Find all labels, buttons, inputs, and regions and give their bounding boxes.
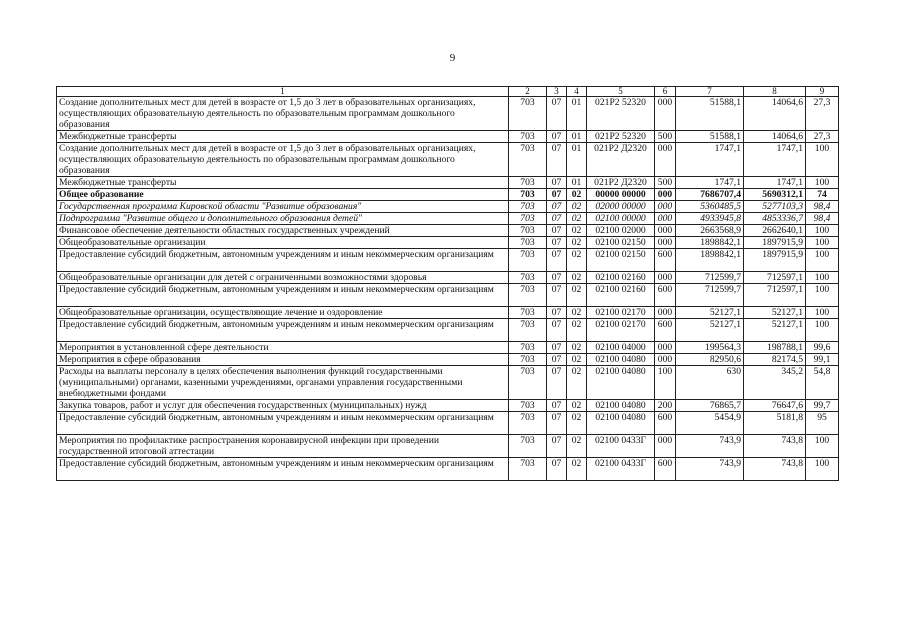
- row-percent-cell: 100: [806, 177, 839, 189]
- row-name-cell: Мероприятия в сфере образования: [57, 354, 509, 366]
- row-actual-cell: 14064,6: [744, 131, 806, 143]
- row-name-cell: Расходы на выплаты персоналу в целях обеспечения выполнения функций государственными (муниципальными) органами, казенными учреждениями, органами управления государственными внебюджетными фондами: [57, 366, 509, 400]
- row-percent-cell: 100: [806, 319, 839, 342]
- row-code-cell: 703: [509, 366, 547, 400]
- row-code-cell: 703: [509, 189, 547, 201]
- row-percent-cell: 54,8: [806, 366, 839, 400]
- row-section-cell: 07: [547, 342, 567, 354]
- row-expense-type-cell: 600: [655, 249, 676, 272]
- table-row: [57, 225, 839, 237]
- row-section-cell: 07: [547, 189, 567, 201]
- row-subsection-cell: 02: [567, 249, 587, 272]
- row-code-cell: 703: [509, 177, 547, 189]
- row-actual-cell: 712597,1: [744, 272, 806, 284]
- row-percent-cell: 100: [806, 458, 839, 481]
- row-target-article-cell: 02100 02170: [587, 319, 655, 342]
- row-subsection-cell: 02: [567, 272, 587, 284]
- row-subsection-cell: 02: [567, 237, 587, 249]
- row-expense-type-cell: 500: [655, 177, 676, 189]
- row-code-cell: 703: [509, 319, 547, 342]
- row-code-cell: 703: [509, 342, 547, 354]
- row-section-cell: 07: [547, 97, 567, 131]
- row-section-cell: 07: [547, 213, 567, 225]
- header-cell: 8: [744, 87, 806, 97]
- row-expense-type-cell: 000: [655, 307, 676, 319]
- row-expense-type-cell: 000: [655, 237, 676, 249]
- row-plan-cell: 743,9: [676, 435, 744, 458]
- row-subsection-cell: 01: [567, 143, 587, 177]
- budget-table: [56, 86, 839, 481]
- row-plan-cell: 52127,1: [676, 319, 744, 342]
- row-plan-cell: 4933945,8: [676, 213, 744, 225]
- row-subsection-cell: 02: [567, 412, 587, 435]
- header-cell: 5: [587, 87, 655, 97]
- row-expense-type-cell: 600: [655, 412, 676, 435]
- row-section-cell: 07: [547, 307, 567, 319]
- row-target-article-cell: 02100 04080: [587, 354, 655, 366]
- header-cell: 6: [655, 87, 676, 97]
- row-name-cell: Предоставление субсидий бюджетным, автономным учреждениям и иным некоммерческим организациям: [57, 284, 509, 307]
- row-target-article-cell: 02000 00000: [587, 201, 655, 213]
- row-target-article-cell: 00000 00000: [587, 189, 655, 201]
- row-actual-cell: 1897915,9: [744, 237, 806, 249]
- row-target-article-cell: 02100 02170: [587, 307, 655, 319]
- row-percent-cell: 95: [806, 412, 839, 435]
- row-plan-cell: 82950,6: [676, 354, 744, 366]
- row-target-article-cell: 02100 0433Г: [587, 435, 655, 458]
- row-actual-cell: 14064,6: [744, 97, 806, 131]
- table-row: [57, 400, 839, 412]
- row-actual-cell: 2662640,1: [744, 225, 806, 237]
- row-plan-cell: 1747,1: [676, 143, 744, 177]
- row-plan-cell: 1898842,1: [676, 237, 744, 249]
- row-name-cell: Создание дополнительных мест для детей в возрасте от 1,5 до 3 лет в образовательных организациях, осуществляющих образовательную деятельность по образовательным программам дошкольного образования: [57, 143, 509, 177]
- row-subsection-cell: 01: [567, 131, 587, 143]
- row-name-cell: Подпрограмма "Развитие общего и дополнительного образования детей": [57, 213, 509, 225]
- row-section-cell: 07: [547, 354, 567, 366]
- row-actual-cell: 5277103,3: [744, 201, 806, 213]
- row-percent-cell: 100: [806, 143, 839, 177]
- row-code-cell: 703: [509, 249, 547, 272]
- row-code-cell: 703: [509, 97, 547, 131]
- row-target-article-cell: 02100 04080: [587, 400, 655, 412]
- row-plan-cell: 52127,1: [676, 307, 744, 319]
- table-row: [57, 201, 839, 213]
- row-actual-cell: 743,8: [744, 458, 806, 481]
- row-target-article-cell: 02100 02160: [587, 272, 655, 284]
- table-row: [57, 272, 839, 284]
- row-target-article-cell: 02100 00000: [587, 213, 655, 225]
- row-subsection-cell: 01: [567, 97, 587, 131]
- row-plan-cell: 7686707,4: [676, 189, 744, 201]
- row-code-cell: 703: [509, 143, 547, 177]
- row-percent-cell: 100: [806, 435, 839, 458]
- table-body: [57, 97, 839, 481]
- row-percent-cell: 100: [806, 284, 839, 307]
- row-percent-cell: 27,3: [806, 97, 839, 131]
- row-actual-cell: 76647,6: [744, 400, 806, 412]
- row-percent-cell: 99,6: [806, 342, 839, 354]
- row-subsection-cell: 02: [567, 189, 587, 201]
- row-percent-cell: 27,3: [806, 131, 839, 143]
- row-actual-cell: 1747,1: [744, 177, 806, 189]
- row-name-cell: Общеобразовательные организации: [57, 237, 509, 249]
- row-name-cell: Закупка товаров, работ и услуг для обеспечения государственных (муниципальных) нужд: [57, 400, 509, 412]
- table-row: [57, 237, 839, 249]
- row-expense-type-cell: 600: [655, 458, 676, 481]
- table-row: [57, 342, 839, 354]
- table-row: [57, 177, 839, 189]
- row-section-cell: 07: [547, 237, 567, 249]
- row-name-cell: Предоставление субсидий бюджетным, автономным учреждениям и иным некоммерческим организациям: [57, 319, 509, 342]
- table-row: [57, 131, 839, 143]
- header-cell: 2: [509, 87, 547, 97]
- row-expense-type-cell: 000: [655, 213, 676, 225]
- row-plan-cell: 1898842,1: [676, 249, 744, 272]
- row-name-cell: Предоставление субсидий бюджетным, автономным учреждениям и иным некоммерческим организациям: [57, 412, 509, 435]
- row-section-cell: 07: [547, 412, 567, 435]
- table-row: [57, 97, 839, 131]
- page-number: 9: [449, 52, 456, 64]
- row-name-cell: Общее образование: [57, 189, 509, 201]
- row-target-article-cell: 021Р2 52320: [587, 131, 655, 143]
- row-subsection-cell: 02: [567, 458, 587, 481]
- row-plan-cell: 5360485,5: [676, 201, 744, 213]
- row-code-cell: 703: [509, 458, 547, 481]
- table-row: [57, 307, 839, 319]
- row-name-cell: Мероприятия по профилактике распространения коронавирусной инфекции при проведении государственной итоговой аттестации: [57, 435, 509, 458]
- row-subsection-cell: 02: [567, 225, 587, 237]
- row-name-cell: Предоставление субсидий бюджетным, автономным учреждениям и иным некоммерческим организациям: [57, 458, 509, 481]
- row-plan-cell: 2663568,9: [676, 225, 744, 237]
- row-subsection-cell: 02: [567, 213, 587, 225]
- row-target-article-cell: 02100 0433Г: [587, 458, 655, 481]
- row-plan-cell: 712599,7: [676, 284, 744, 307]
- row-actual-cell: 52127,1: [744, 307, 806, 319]
- row-percent-cell: 100: [806, 249, 839, 272]
- row-subsection-cell: 02: [567, 354, 587, 366]
- row-target-article-cell: 02100 04000: [587, 342, 655, 354]
- row-actual-cell: 82174,5: [744, 354, 806, 366]
- row-target-article-cell: 02100 02000: [587, 225, 655, 237]
- row-name-cell: Мероприятия в установленной сфере деятельности: [57, 342, 509, 354]
- row-target-article-cell: 02100 02160: [587, 284, 655, 307]
- row-plan-cell: 199564,3: [676, 342, 744, 354]
- row-code-cell: 703: [509, 412, 547, 435]
- row-expense-type-cell: 000: [655, 342, 676, 354]
- row-plan-cell: 630: [676, 366, 744, 400]
- row-code-cell: 703: [509, 272, 547, 284]
- row-code-cell: 703: [509, 354, 547, 366]
- table-row: [57, 319, 839, 342]
- row-actual-cell: 345,2: [744, 366, 806, 400]
- row-plan-cell: 712599,7: [676, 272, 744, 284]
- row-code-cell: 703: [509, 284, 547, 307]
- row-code-cell: 703: [509, 201, 547, 213]
- row-target-article-cell: 021Р2 Д2320: [587, 177, 655, 189]
- row-expense-type-cell: 200: [655, 400, 676, 412]
- row-expense-type-cell: 500: [655, 131, 676, 143]
- row-name-cell: Межбюджетные трансферты: [57, 131, 509, 143]
- row-expense-type-cell: 000: [655, 201, 676, 213]
- row-plan-cell: 743,9: [676, 458, 744, 481]
- header-row: [57, 87, 839, 97]
- row-percent-cell: 100: [806, 272, 839, 284]
- row-plan-cell: 76865,7: [676, 400, 744, 412]
- row-name-cell: Создание дополнительных мест для детей в возрасте от 1,5 до 3 лет в образовательных организациях, осуществляющих образовательную деятельность по образовательным программам дошкольного образования: [57, 97, 509, 131]
- row-section-cell: 07: [547, 249, 567, 272]
- row-code-cell: 703: [509, 131, 547, 143]
- row-section-cell: 07: [547, 435, 567, 458]
- row-section-cell: 07: [547, 400, 567, 412]
- row-actual-cell: 1747,1: [744, 143, 806, 177]
- row-name-cell: Общеобразовательные организации, осуществляющие лечение и оздоровление: [57, 307, 509, 319]
- row-section-cell: 07: [547, 319, 567, 342]
- row-plan-cell: 5454,9: [676, 412, 744, 435]
- row-percent-cell: 99,1: [806, 354, 839, 366]
- row-plan-cell: 51588,1: [676, 97, 744, 131]
- table-row: [57, 213, 839, 225]
- row-section-cell: 07: [547, 225, 567, 237]
- row-code-cell: 703: [509, 225, 547, 237]
- row-actual-cell: 198788,1: [744, 342, 806, 354]
- row-expense-type-cell: 000: [655, 354, 676, 366]
- row-actual-cell: 712597,1: [744, 284, 806, 307]
- row-code-cell: 703: [509, 213, 547, 225]
- row-plan-cell: 1747,1: [676, 177, 744, 189]
- row-name-cell: Межбюджетные трансферты: [57, 177, 509, 189]
- row-target-article-cell: 02100 02150: [587, 237, 655, 249]
- row-name-cell: Государственная программа Кировской области "Развитие образования": [57, 201, 509, 213]
- row-section-cell: 07: [547, 458, 567, 481]
- row-section-cell: 07: [547, 177, 567, 189]
- row-expense-type-cell: 000: [655, 97, 676, 131]
- row-subsection-cell: 02: [567, 284, 587, 307]
- table-row: [57, 143, 839, 177]
- table-row: [57, 366, 839, 400]
- row-section-cell: 07: [547, 201, 567, 213]
- row-percent-cell: 100: [806, 237, 839, 249]
- row-subsection-cell: 02: [567, 342, 587, 354]
- header-cell: 9: [806, 87, 839, 97]
- table-row: [57, 354, 839, 366]
- table-row: [57, 284, 839, 307]
- row-expense-type-cell: 000: [655, 143, 676, 177]
- table-row: [57, 249, 839, 272]
- row-target-article-cell: 02100 04080: [587, 412, 655, 435]
- row-subsection-cell: 02: [567, 201, 587, 213]
- row-name-cell: Общеобразовательные организации для детей с ограниченными возможностями здоровья: [57, 272, 509, 284]
- row-actual-cell: 4853336,7: [744, 213, 806, 225]
- row-percent-cell: 98,4: [806, 201, 839, 213]
- table-row: [57, 189, 839, 201]
- row-target-article-cell: 02100 02150: [587, 249, 655, 272]
- row-percent-cell: 100: [806, 225, 839, 237]
- row-code-cell: 703: [509, 435, 547, 458]
- row-subsection-cell: 01: [567, 177, 587, 189]
- row-actual-cell: 743,8: [744, 435, 806, 458]
- table-row: [57, 412, 839, 435]
- table-row: [57, 435, 839, 458]
- row-section-cell: 07: [547, 131, 567, 143]
- row-section-cell: 07: [547, 272, 567, 284]
- row-name-cell: Предоставление субсидий бюджетным, автономным учреждениям и иным некоммерческим организациям: [57, 249, 509, 272]
- row-target-article-cell: 02100 04080: [587, 366, 655, 400]
- row-actual-cell: 5690312,1: [744, 189, 806, 201]
- row-code-cell: 703: [509, 307, 547, 319]
- header-cell: 4: [567, 87, 587, 97]
- row-subsection-cell: 02: [567, 400, 587, 412]
- header-cell: 1: [57, 87, 509, 97]
- row-percent-cell: 98,4: [806, 213, 839, 225]
- row-expense-type-cell: 600: [655, 284, 676, 307]
- row-expense-type-cell: 000: [655, 435, 676, 458]
- row-expense-type-cell: 100: [655, 366, 676, 400]
- row-section-cell: 07: [547, 284, 567, 307]
- row-subsection-cell: 02: [567, 366, 587, 400]
- row-actual-cell: 1897915,9: [744, 249, 806, 272]
- row-subsection-cell: 02: [567, 307, 587, 319]
- table-row: [57, 458, 839, 481]
- row-section-cell: 07: [547, 366, 567, 400]
- row-plan-cell: 51588,1: [676, 131, 744, 143]
- header-cell: 7: [676, 87, 744, 97]
- row-expense-type-cell: 000: [655, 189, 676, 201]
- header-cell: 3: [547, 87, 567, 97]
- row-percent-cell: 99,7: [806, 400, 839, 412]
- row-code-cell: 703: [509, 400, 547, 412]
- row-percent-cell: 100: [806, 307, 839, 319]
- row-section-cell: 07: [547, 143, 567, 177]
- row-expense-type-cell: 000: [655, 272, 676, 284]
- row-expense-type-cell: 600: [655, 319, 676, 342]
- row-subsection-cell: 02: [567, 319, 587, 342]
- row-actual-cell: 52127,1: [744, 319, 806, 342]
- row-target-article-cell: 021Р2 Д2320: [587, 143, 655, 177]
- row-actual-cell: 5181,8: [744, 412, 806, 435]
- row-code-cell: 703: [509, 237, 547, 249]
- row-expense-type-cell: 000: [655, 225, 676, 237]
- row-name-cell: Финансовое обеспечение деятельности областных государственных учреждений: [57, 225, 509, 237]
- row-target-article-cell: 021Р2 52320: [587, 97, 655, 131]
- row-percent-cell: 74: [806, 189, 839, 201]
- row-subsection-cell: 02: [567, 435, 587, 458]
